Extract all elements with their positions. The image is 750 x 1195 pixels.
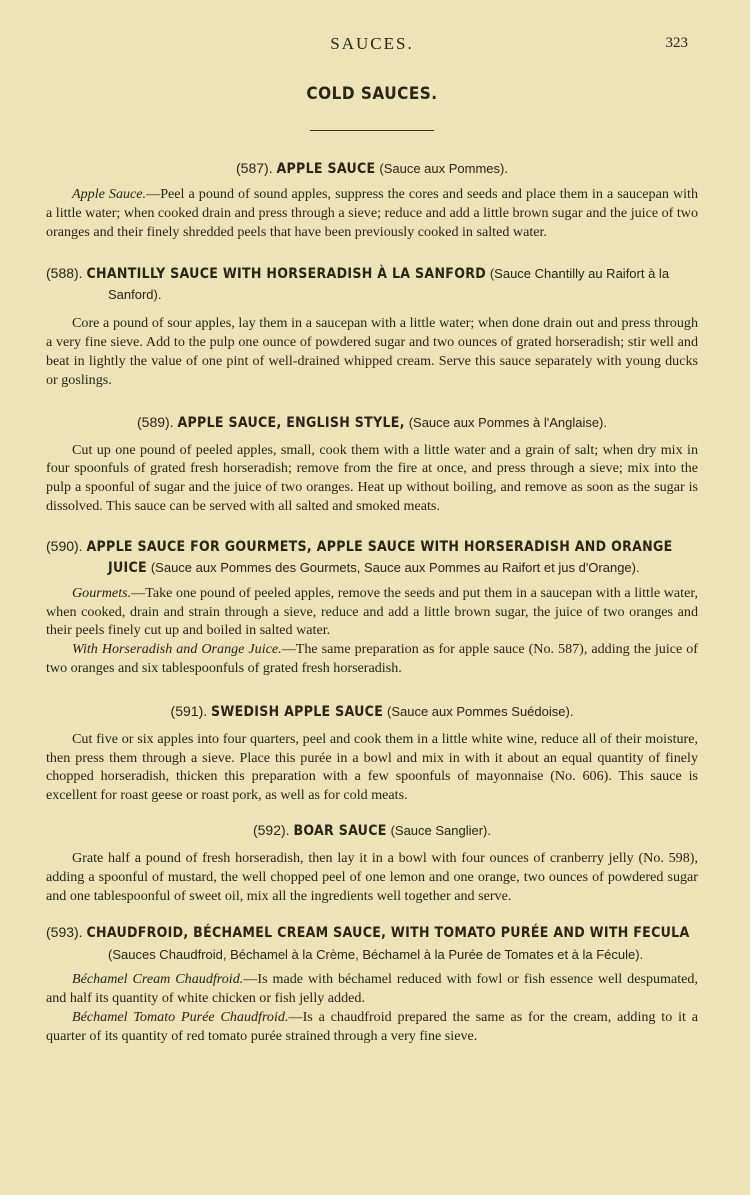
paragraph-lead: With Horseradish and Orange Juice. [72, 641, 282, 658]
paragraph-lead: Béchamel Tomato Purée Chaudfroid. [72, 1008, 289, 1025]
recipe-paragraph [46, 185, 698, 241]
paragraph-lead: Apple Sauce. [72, 186, 147, 202]
paragraph-text: —Is made with béchamel reduced with fowl or fish essence well despumated, and half its quantity of white chicken or fish jelly added. [46, 971, 698, 1007]
recipe-paragraph [46, 849, 698, 905]
paragraph-text: —Peel a pound of sound apples, suppress the cores and seeds and place them in a saucepan with a little water; when cooked drain and press through a sieve; reduce and add a little brown sugar and the juice of two oranges and their finely shredded peels that have been previously cooked in salted water. [46, 186, 699, 240]
recipe-name: APPLE SAUCE FOR GOURMETS, APPLE SAUCE WITH HORSERADISH AND ORANGE JUICE [86, 538, 673, 576]
page-number: 323 [665, 35, 688, 51]
recipe-heading [46, 820, 698, 841]
recipe-number: (587). [236, 160, 273, 176]
recipe-paragraph [46, 314, 698, 389]
recipe-paragraph [46, 1008, 698, 1046]
recipe-heading [46, 263, 698, 305]
paragraph-text: —Take one pound of peeled apples, remove the seeds and put them in a saucepan with a little water, when cooked, drain and strain through a sieve, reduce and add a little brown sugar, the juice of two oranges and their peels finely cut up and boiled in salted water. [46, 584, 698, 639]
paragraph-text: —The same preparation as for apple sauce (No. 587), adding the juice of two oranges and six tablespoonfuls of grated fresh horseradish. [46, 641, 698, 676]
recipe-591 [46, 701, 698, 805]
recipe-french-name: (Sauces Chaudfroid, Béchamel à la Crème, Béchamel à la Purée de Tomates et à la Fécule). [108, 947, 644, 963]
recipe-number: (588). [46, 265, 83, 282]
recipe-heading [46, 158, 698, 179]
paragraph-text: Core a pound of sour apples, lay them in a saucepan with a little water; when done drain out and press through a very fine sieve. Add to the pulp one ounce of powdered sugar and two ounces of grated horseradish; stir well and beat in lightly the value of one pint of well-drained whipped cream. Serve this sauce separately with young ducks or goslings. [46, 315, 698, 388]
recipe-heading [46, 922, 698, 965]
recipe-589 [46, 412, 698, 516]
recipe-name: BOAR SAUCE [293, 822, 387, 839]
recipe-paragraph [46, 640, 698, 678]
section-title: COLD SAUCES. [306, 84, 438, 104]
paragraph-text: —Is a chaudfroid prepared the same as for the cream, adding to it a quarter of its quantity of red tomato purée strained through a very fine sieve. [46, 1008, 698, 1044]
recipe-french-name: (Sauce Chantilly au Raifort à la Sanford). [108, 266, 670, 303]
recipe-593 [46, 922, 698, 1045]
recipe-paragraph [46, 970, 698, 1008]
recipe-french-name: (Sauce aux Pommes des Gourmets, Sauce aux Pommes au Raifort et jus d'Orange). [150, 559, 640, 575]
running-title: SAUCES. [330, 34, 414, 53]
paragraph-text: Grate half a pound of fresh horseradish, then lay it in a bowl with four ounces of cranberry jelly (No. 598), adding a spoonful of mustard, the well chopped peel of one lemon and one orange, two ounces of powdered sugar and one tablespoonful of sweet oil, mix all the ingredients well together and serve. [46, 849, 698, 904]
recipe-name: APPLE SAUCE [276, 161, 376, 177]
recipe-590 [46, 536, 698, 678]
recipe-number: (591). [170, 702, 208, 719]
recipe-587 [46, 158, 698, 241]
paragraph-text: Cut five or six apples into four quarters, peel and cook them in a little white wine, reduce all of their moisture, then press them through a sieve. Place this purée in a bowl and mix in with it about an equal quantity of finely chopped horseradish, thicken this preparation with a few spoonfuls of mayonnaise (No. 606). This sauce is excellent for roast geese or roast pork, as well as for cold meats. [46, 730, 698, 804]
recipe-paragraph [46, 441, 698, 516]
recipe-number: (589). [137, 413, 174, 430]
recipe-name: SWEDISH APPLE SAUCE [211, 703, 384, 720]
recipe-french-name: (Sauce aux Pommes Suédoise). [387, 703, 574, 719]
paragraph-lead: Gourmets. [72, 584, 132, 601]
recipe-heading [46, 412, 698, 433]
recipe-paragraph [46, 584, 698, 640]
recipe-588 [46, 263, 698, 389]
recipe-french-name: (Sauce aux Pommes à l'Anglaise). [408, 414, 607, 430]
recipe-name: CHANTILLY SAUCE WITH HORSERADISH À LA SANFORD [86, 266, 486, 283]
recipe-paragraph [46, 730, 698, 805]
recipe-french-name: (Sauce aux Pommes). [379, 161, 508, 176]
paragraph-text: Cut up one pound of peeled apples, small, cook them with a little water and a grain of salt; when dry mix in four spoonfuls of grated fresh horseradish; remove from the fire at once, and press through a sieve; mix into the pulp a spoonful of sugar and the juice of two oranges. Heat up without boiling, and remove as soon as the sugar is dissolved. This sauce can be served with all salted and smoked meats. [46, 441, 698, 514]
recipe-name: APPLE SAUCE, ENGLISH STYLE, [177, 414, 405, 431]
recipe-number: (593). [46, 924, 83, 941]
recipe-french-name: (Sauce Sanglier). [390, 822, 492, 838]
recipe-heading [46, 701, 698, 722]
recipe-number: (590). [46, 537, 83, 554]
recipe-heading [46, 536, 698, 578]
paragraph-lead: Béchamel Cream Chaudfroid. [72, 971, 244, 988]
recipe-number: (592). [252, 821, 290, 838]
recipe-592 [46, 820, 698, 905]
running-head [46, 34, 698, 58]
recipe-name: CHAUDFROID, BÉCHAMEL CREAM SAUCE, WITH TOMATO PURÉE AND WITH FECULA [86, 925, 690, 942]
section-divider [310, 130, 434, 131]
